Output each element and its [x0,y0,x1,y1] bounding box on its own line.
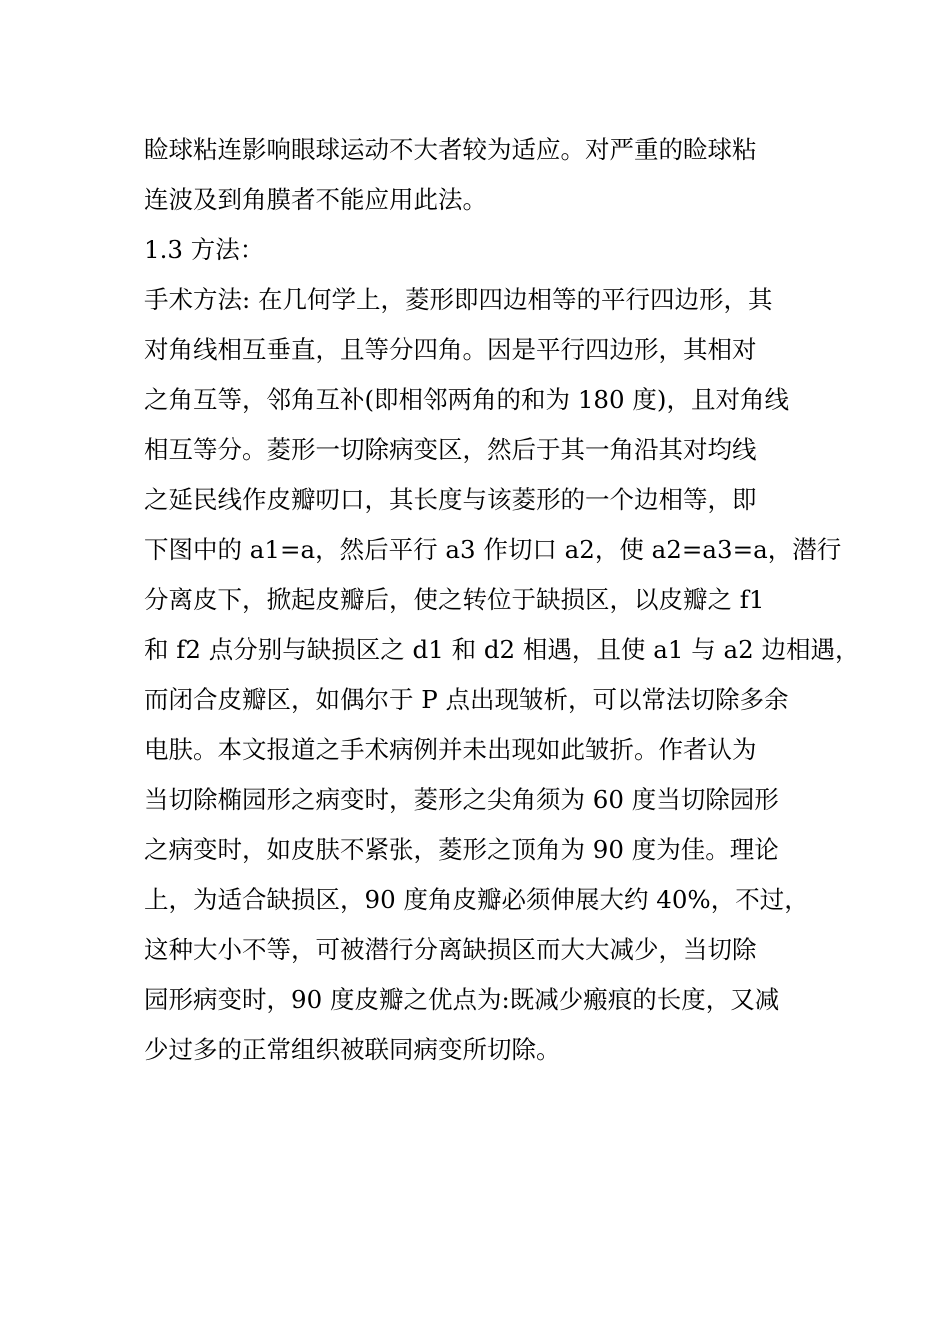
text-line: 和 f2 点分别与缺损区之 d1 和 d2 相遇，且使 a1 与 a2 边相遇， [144,635,860,664]
text-line: 之病变时，如皮肤不紧张，菱形之顶角为 90 度为佳。理论 [144,835,779,864]
text-line: 连波及到角膜者不能应用此法。 [144,185,487,214]
text-line: 相互等分。菱形一切除病变区，然后于其一角沿其对均线 [144,435,757,464]
text-line: 电肤。本文报道之手术病例并未出现如此皱折。作者认为 [144,735,757,764]
text-line: 分离皮下，掀起皮瓣后，使之转位于缺损区，以皮瓣之 f1 [144,585,765,614]
text-line: 睑球粘连影响眼球运动不大者较为适应。对严重的睑球粘 [144,135,757,164]
text-line: 上，为适合缺损区，90 度角皮瓣必须伸展大约 40%，不过， [144,885,809,914]
text-line: 之延民线作皮瓣叨口，其长度与该菱形的一个边相等，即 [144,485,757,514]
text-line: 而闭合皮瓣区，如偶尔于 P 点出现皱析，可以常法切除多余 [144,685,789,714]
text-line: 下图中的 a1=a，然后平行 a3 作切口 a2，使 a2=a3=a，潜行 [144,535,842,564]
section-heading: 1.3 方法： [144,235,265,264]
text-line: 之角互等，邻角互补(即相邻两角的和为 180 度)，且对角线 [144,385,789,414]
text-line: 少过多的正常组织被联同病变所切除。 [144,1035,561,1064]
text-line: 当切除椭园形之病变时，菱形之尖角须为 60 度当切除园形 [144,785,779,814]
text-line: 对角线相互垂直，且等分四角。因是平行四边形，其相对 [144,335,757,364]
text-line: 手术方法: 在几何学上，菱形即四边相等的平行四边形，其 [144,285,773,314]
text-line: 这种大小不等，可被潜行分离缺损区而大大减少，当切除 [144,935,757,964]
text-line: 园形病变时，90 度皮瓣之优点为:既减少瘢痕的长度，又减 [144,985,780,1014]
